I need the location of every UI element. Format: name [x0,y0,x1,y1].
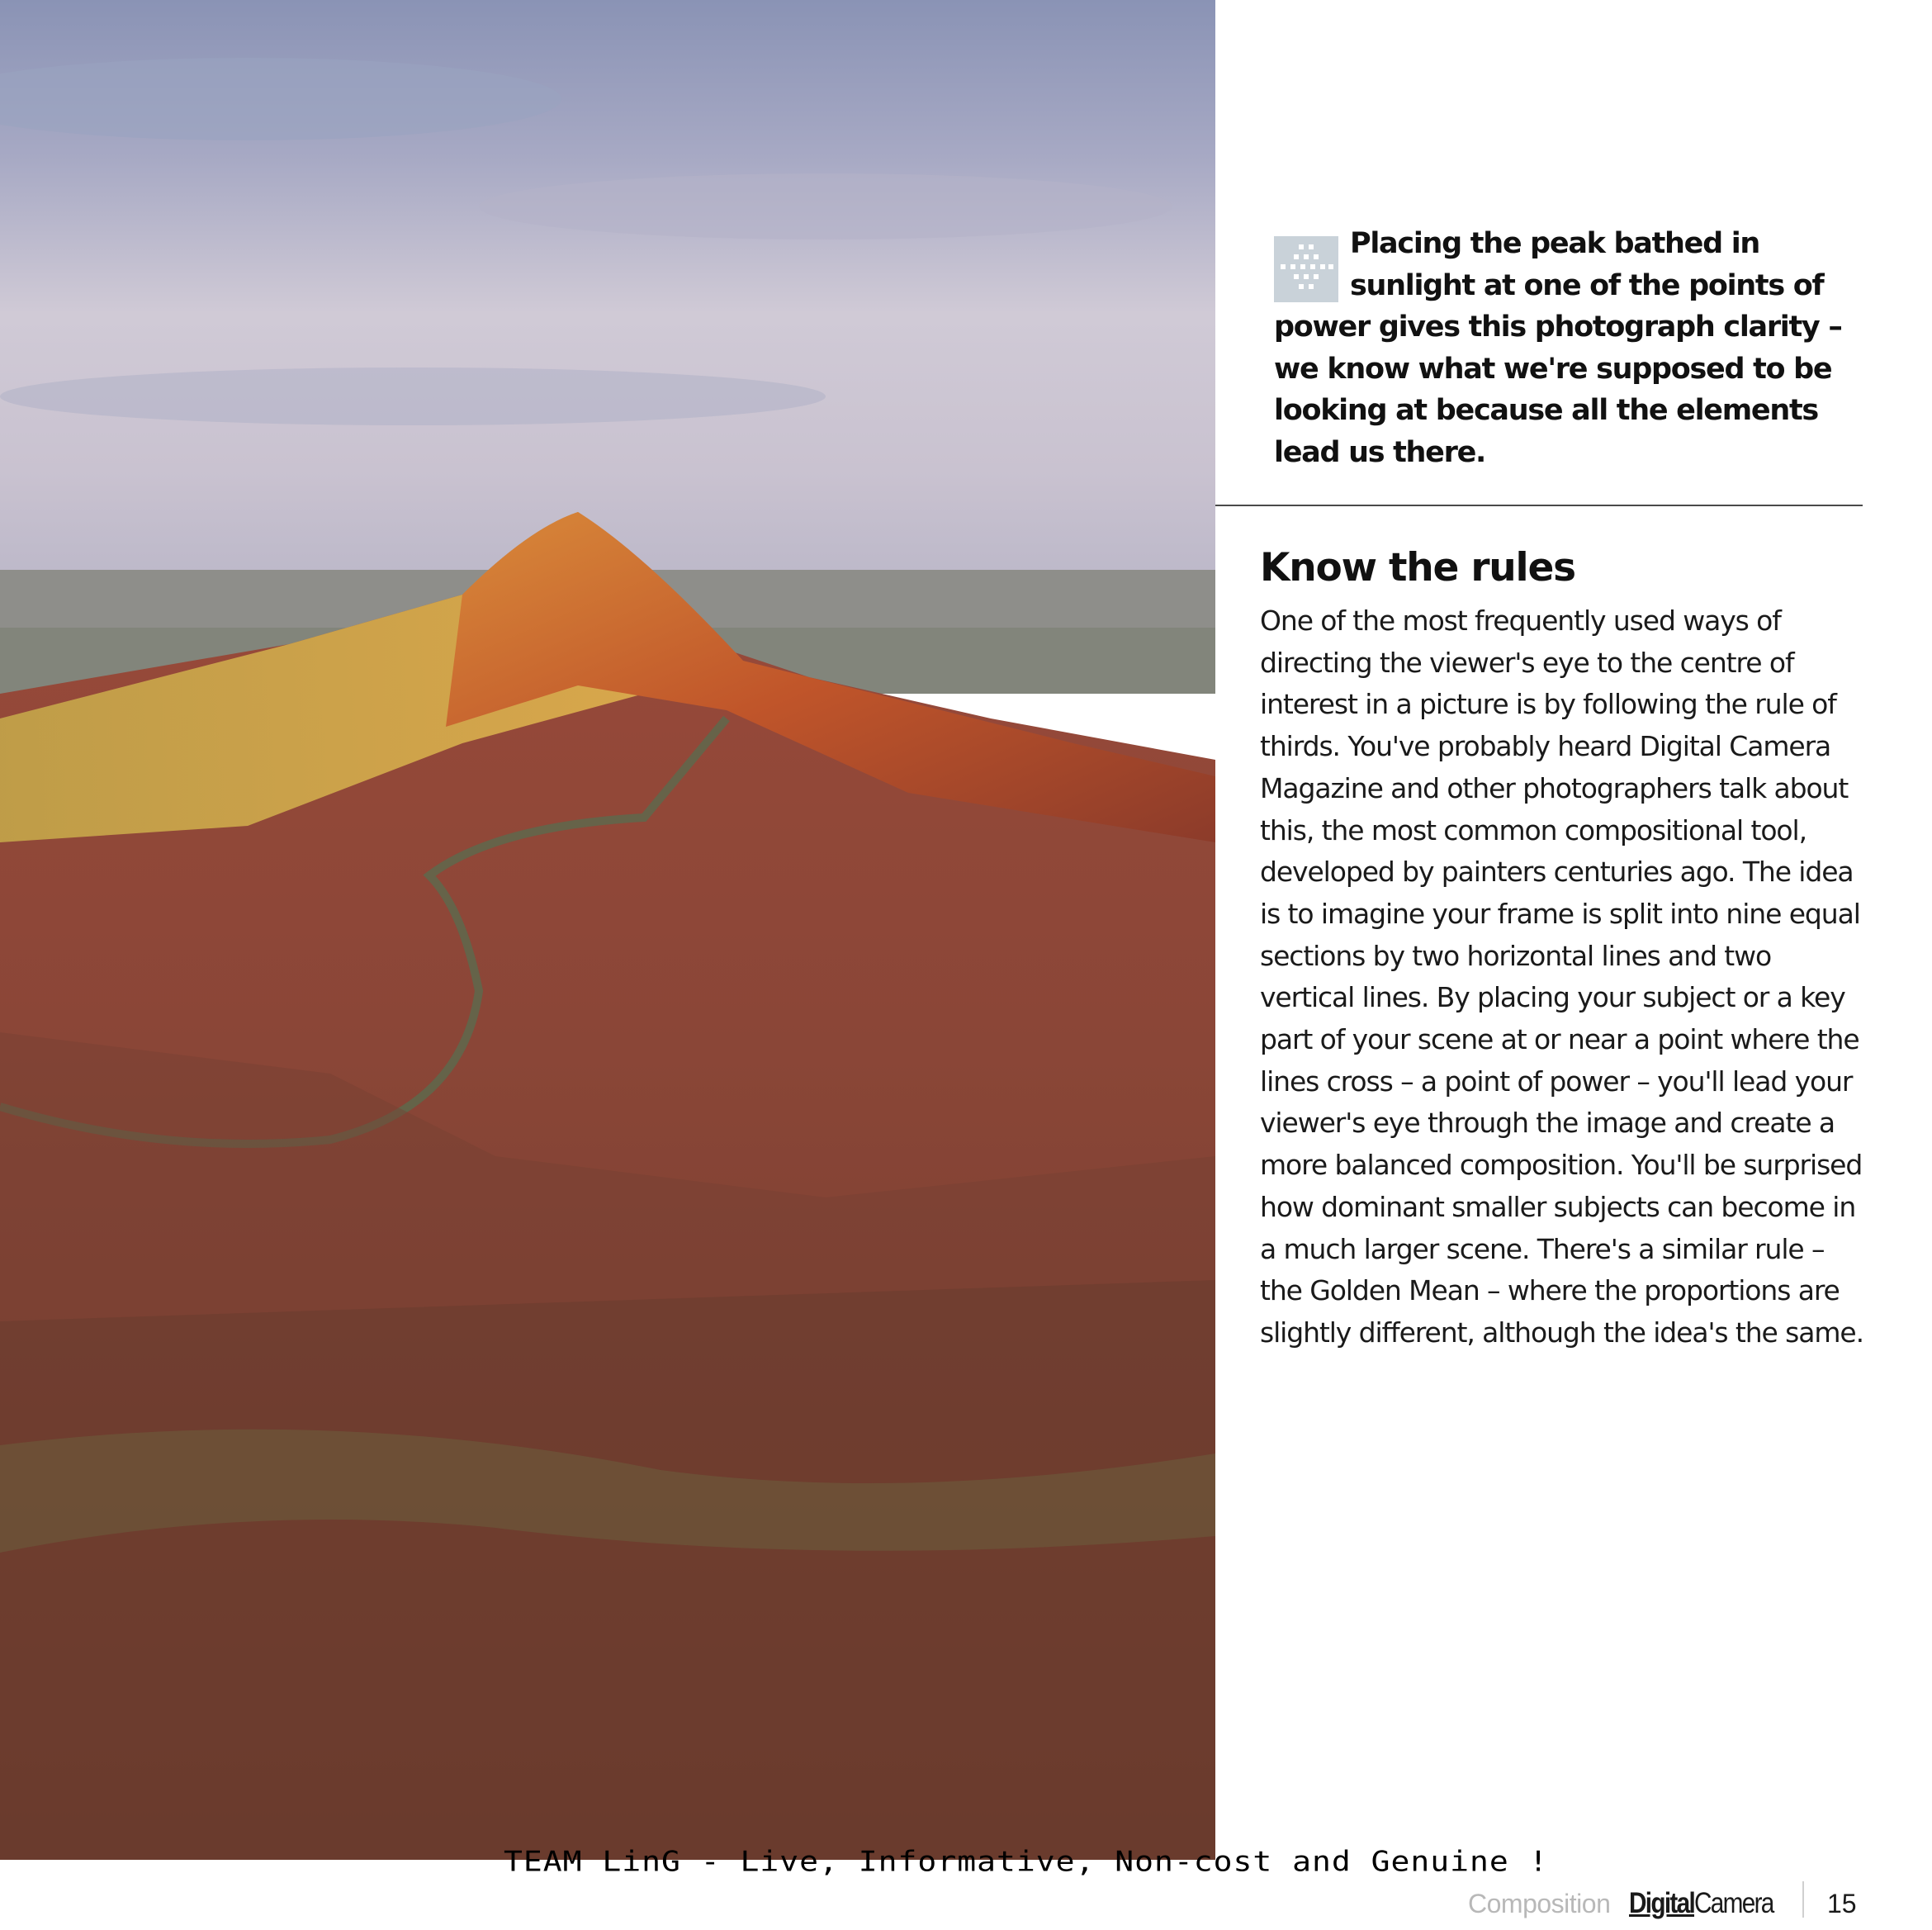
brand-logo [1629,1885,1773,1923]
brand-logo-part1: Digital [1629,1887,1695,1919]
section-title: Know the rules [1260,545,1575,590]
page-number: 15 [1827,1889,1857,1918]
photo-caption [1274,223,1852,473]
footer-section-name: Composition [1468,1889,1611,1918]
footer-separator [1802,1881,1804,1918]
brand-logo-part2: Camera [1694,1887,1773,1919]
grid-arrow-icon [1274,236,1338,302]
divider [1215,505,1863,506]
watermark-text: TEAM LinG - Live, Informative, Non-cost and Genuine ! [504,1845,1549,1878]
body-text: One of the most frequently used ways of directing the viewer's eye to the centre of interest in a picture is by following the rule of thirds. You've probably heard Digital Camera Magazine and other photographers talk about this, the most common compositional tool, developed by painters centuries ago. The idea is to imagine your frame is split into nine equal sections by two horizontal lines and two vertical lines. By placing your subject or a key part of your scene at or near a point where the lines cross – a point of power – you'll lead your viewer's eye through the image and create a more balanced composition. You'll be surprised how dominant smaller subjects can become in a much larger scene. There's a similar rule – the Golden Mean – where the proportions are slightly different, although the idea's the same. [1260,605,1863,1349]
caption-text: Placing the peak bathed in sunlight at one of the points of power gives this photograph clarity – we know what we're supposed to be looking at because all the elements lead us there. [1274,227,1842,469]
